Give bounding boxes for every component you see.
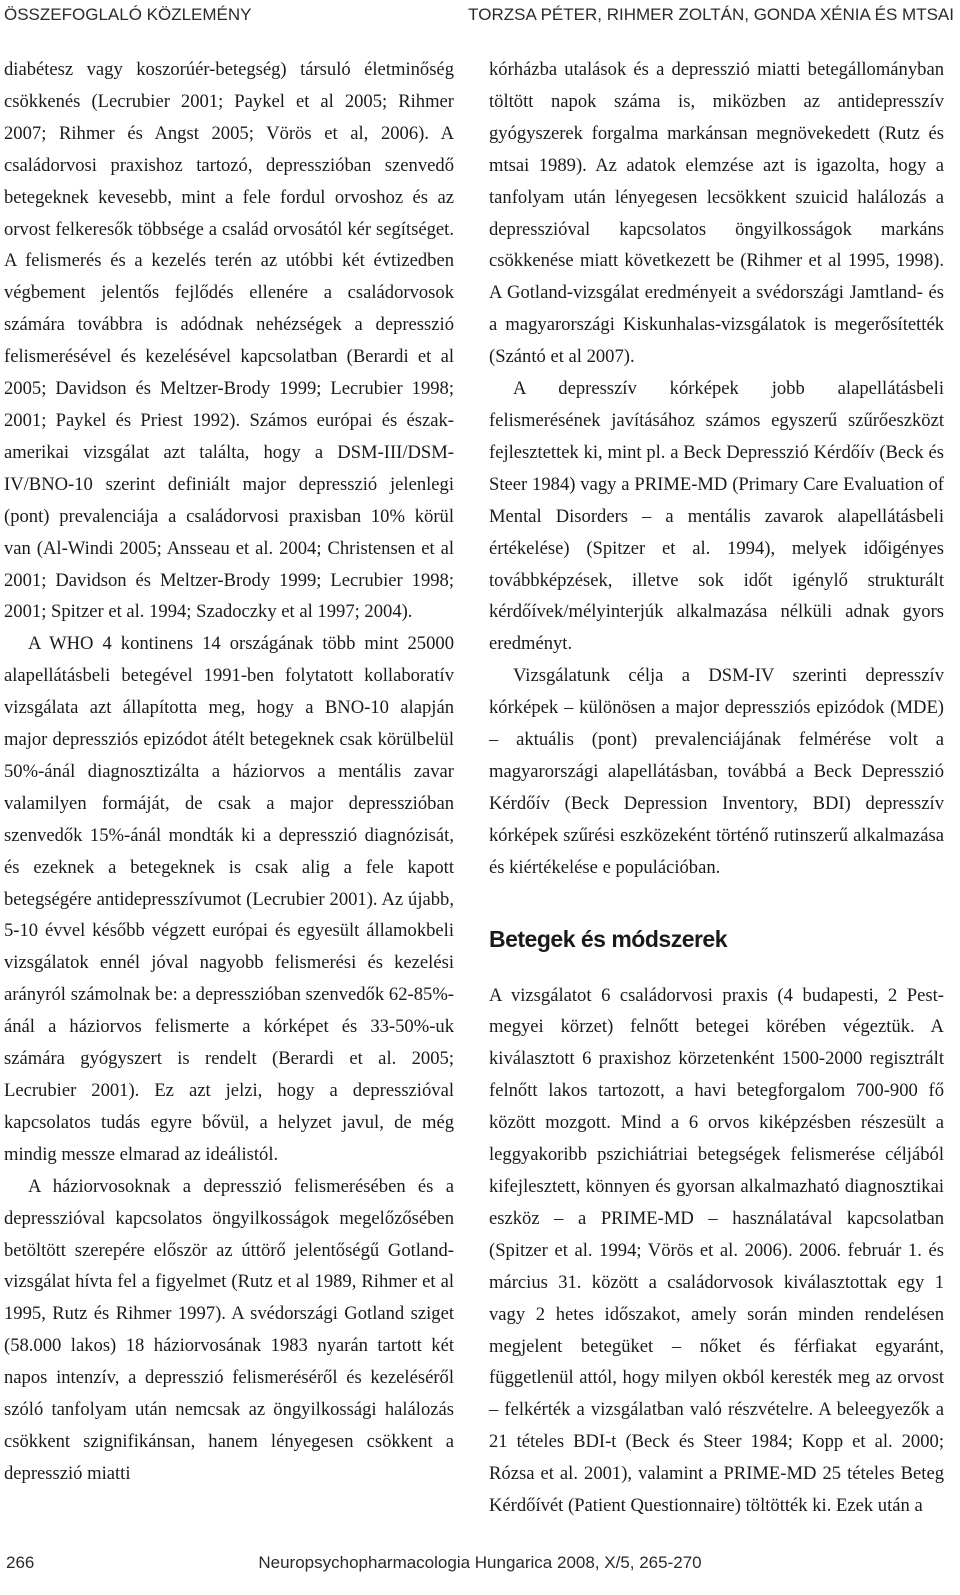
left-paragraph-3: A háziorvosoknak a depresszió felismerésében és a depresszióval kapcsolatos öngyilkosságok megelőzősében betöltött szerepére először az úttörő jelentőségű Gotland-vizsgálat hívta fel a figyelmet (Rutz et al 1989, Rihmer et al 1995, Rutz és Rihmer 1997). A svédországi Gotland sziget (58.000 lakos) 18 háziorvosának 1983 nyarán tartott két napos intenzív, a depresszió felismeréséről és kezeléséről szóló tanfolyam után nemcsak az öngyilkossági halálozás csökkent szignifikánsan, hanem lényegesen csökkent a depresszió miatti (4, 1175, 454, 1484)
left-paragraph-1: diabétesz vagy koszorúér-betegség) társuló életminőség csökkenés (Lecrubier 2001; Paykel et al 2005; Rihmer 2007; Rihmer és Angst 2005; Vörös et al, 2006). A családorvosi praxishoz tartozó, depresszióban szenvedő betegeknek kevesebb, mint a fele fordul orvoshoz és az orvost felkeresők többsége a család orvosától kér segítséget. A felismerés és a kezelés terén az utóbbi két évtizedben végbement jelentős fejlődés ellenére a családorvosok számára továbbra is adódnak nehézségek a depresszió felismerésével és kezelésével kapcsolatban (Berardi et al 2005; Davidson és Meltzer-Brody 1999; Lecrubier 1998; 2001; Paykel és Priest 1992). Számos európai és észak-amerikai vizsgálat azt találta, hogy a DSM-III/DSM- IV/BNO-10 szerint definiált major depresszió jelenlegi (pont) prevalenciája a családorvosi praxisban 10% körül van (Al-Windi 2005; Ansseau et al. 2004; Christensen et al 2001; Davidson és Meltzer-Brody 1999; Lecrubier 1998; 2001; Spitzer et al. 1994; Szadoczky et al 1997; 2004). (4, 59, 454, 623)
right-paragraph-4: A vizsgálatot 6 családorvosi praxis (4 budapesti, 2 Pest-megyei körzet) felnőtt betegei körében végeztük. A kiválasztott 6 praxishoz körzetenként 1500-2000 regisztrált felnőtt lakos tartozott, a havi betegforgalom 700-900 fő között mozgott. Mind a 6 orvos kiképzésben részesült a leggyakoribb pszichiátriai betegségek felismerése céljából kifejlesztett, könnyen és gyorsan alkalmazható diagnosztikai eszköz – a PRIME-MD – használatával kapcsolatban (Spitzer et al. 1994; Vörös et al. 2006). 2006. február 1. és március 31. között a családorvosok kiválasztottak egy 1 vagy 2 hetes időszakot, amely során minden rendelésen megjelent betegüket – nőket és férfiakat egyaránt, függetlenül attól, hogy milyen okból keresték meg az orvost – felkérték a vizsgálatban való részvételre. A beleegyezők a 21 tételes BDI-t (Beck és Steer 1984; Kopp et al. 2000; Rózsa et al. 2001), valamint a PRIME-MD 25 tételes Beteg Kérdőívét (Patient Questionnaire) töltötték ki. Ezek után a (489, 984, 944, 1517)
page-number: 266 (6, 1553, 35, 1572)
left-column (4, 54, 454, 1490)
section-heading-methods: Betegek és módszerek (489, 925, 728, 952)
right-column (489, 54, 944, 1522)
right-paragraph-3: Vizsgálatunk célja a DSM-IV szerinti depresszív kórképek – különösen a major depressziós epizódok (MDE) – aktuális (pont) prevalenciájának felmérése volt a magyarországi alapellátásban, továbbá a Beck Depresszió Kérdőív (Beck Depression Inventory, BDI) depresszív kórképek szűrési eszközeként történő rutinszerű alkalmazása és kiértékelése e populációban. (489, 665, 944, 878)
left-paragraph-2: A WHO 4 kontinens 14 országának több mint 25000 alapellátásbeli betegével 1991-ben folytatott kollaboratív vizsgálata azt állapította meg, hogy a BNO-10 alapján major depressziós epizódot átélt betegeknek csak körülbelül 50%-ánál diagnosztizálta a háziorvos a mentális zavar valamilyen formáját, de csak a major depresszióban szenvedők 15%-ánál mondták ki a depresszió diagnózisát, és ezeknek a betegeknek is csak alig a fele kapott betegségére antidepresszívumot (Lecrubier 2001). Az újabb, 5-10 évvel később végzett európai és egyesült államokbeli vizsgálatok ennél jóval nagyobb felismerési és kezelési arányról számolnak be: a depresszióban szenvedők 62-85%-ánál a háziorvos felismerte a kórképet és 33-50%-uk számára gyógyszert is rendelt (Berardi et al. 2005; Lecrubier 2001). Ez azt jelzi, hogy a depresszióval kapcsolatos tudás egyre bővül, a helyzet javul, de még mindig messze elmarad az ideálistól. (4, 633, 454, 1165)
footer-journal-citation: Neuropsychopharmacologia Hungarica 2008, X/5, 265-270 (258, 1553, 702, 1572)
right-paragraph-1: kórházba utalások és a depresszió miatti betegállományban töltött napok száma is, miközben az antidepresszív gyógyszerek forgalma markánsan megnövekedett (Rutz és mtsai 1989). Az adatok elemzése azt is igazolta, hogy a tanfolyam után lényegesen lecsökkent szuicid halálozás a depresszióval kapcsolatos öngyilkosságok markáns csökkenése miatt következett be (Rihmer et al 1995, 1998). A Gotland-vizsgálat eredményeit a svédországi Jamtland- és a magyarországi Kiskunhalas-vizsgálatok is megerősítették (Szántó et al 2007). (489, 59, 944, 368)
right-paragraph-2: A depresszív kórképek jobb alapellátásbeli felismerésének javításához számos egyszerű szűrőeszközt fejlesztettek ki, mint pl. a Beck Depresszió Kérdőív (Beck és Steer 1984) vagy a PRIME-MD (Primary Care Evaluation of Mental Disorders – a mentális zavarok alapellátásbeli értékelése) (Spitzer et al. 1994), melyek időigényes továbbképzések, illetve sok időt igénylő strukturált kérdőívek/mélyinterjúk alkalmazása nélküli adnak gyors eredményt. (489, 378, 944, 655)
running-header (0, 0, 960, 30)
header-section-label: ÖSSZEFOGLALÓ KÖZLEMÉNY (4, 5, 252, 24)
header-authors: TORZSA PÉTER, RIHMER ZOLTÁN, GONDA XÉNIA ÉS MTSAI (468, 5, 954, 24)
